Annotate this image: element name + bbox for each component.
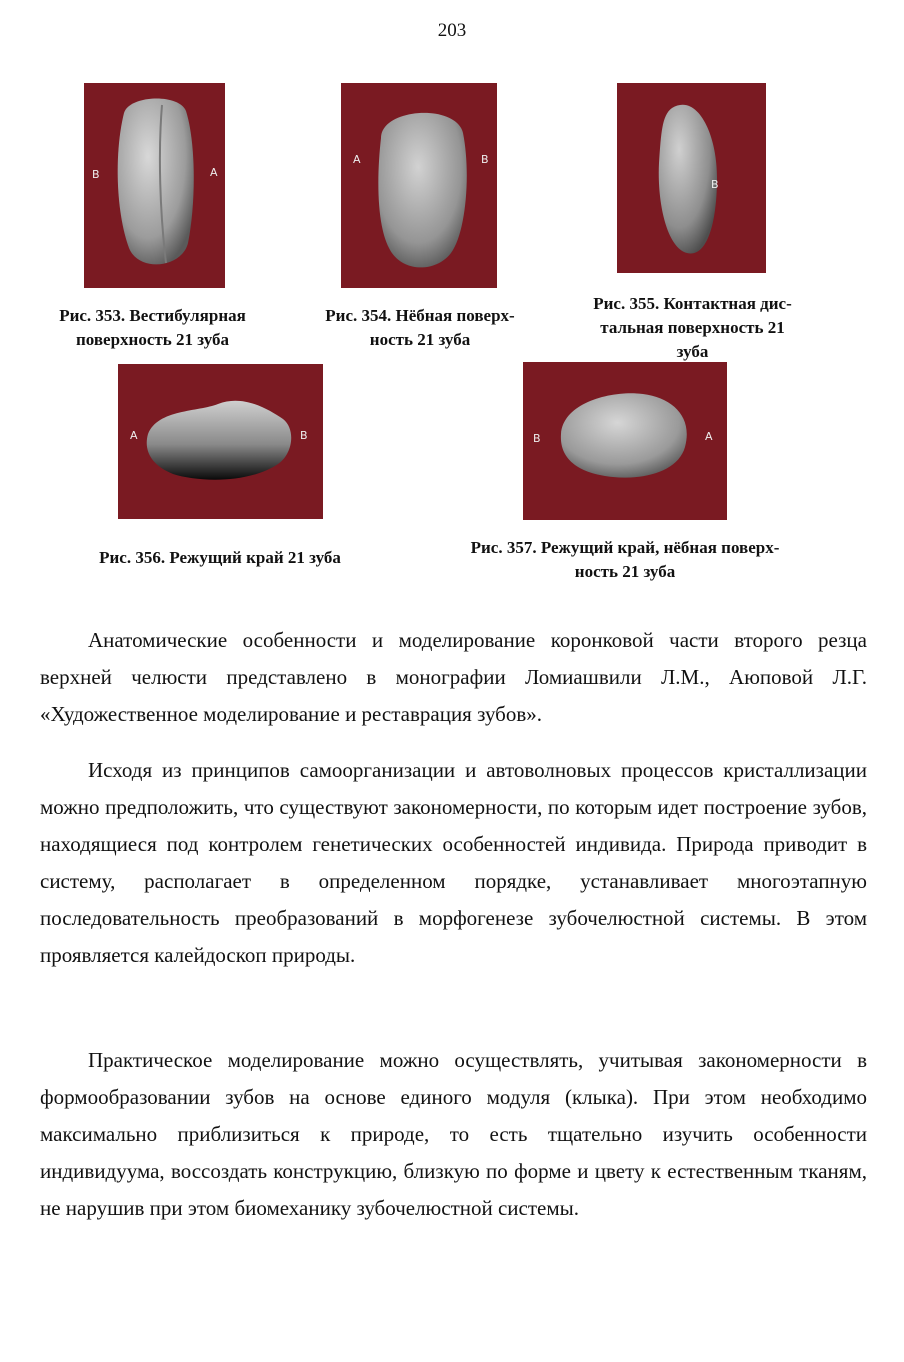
figure-355-image	[617, 83, 766, 273]
page-number: 203	[437, 20, 467, 41]
figure-354-caption: Рис. 354. Нёбная поверх- ность 21 зуба	[325, 306, 515, 349]
figure-353-image	[84, 83, 225, 288]
tooth-distal-icon	[617, 83, 766, 273]
figure-357-caption: Рис. 357. Режущий край, нёбная поверх- ность 21 зуба	[470, 538, 780, 581]
label-b: B	[92, 168, 100, 181]
paragraph-3: Практическое моделирование можно осуществлять, учитывая закономерности в формообразовании зубов на основе единого модуля (клыка). При этом необходимо максимально приблизиться к природе, то есть тщательно изучить особенности индивидуума, воссоздать конструкцию, близкую по форме и цвету к естественным тканям, не нарушив при этом биомеханику зубочелюстной системы.	[40, 1048, 867, 1220]
label-b: B	[711, 178, 719, 191]
label-a: A	[210, 166, 218, 179]
tooth-incisal-palatal-icon	[523, 362, 727, 520]
tooth-incisal-edge-icon	[118, 364, 323, 519]
figure-354-image	[341, 83, 497, 288]
label-b: B	[300, 429, 308, 442]
tooth-palatal-icon	[341, 83, 497, 288]
label-a: A	[130, 429, 138, 442]
figure-355-caption: Рис. 355. Контактная дис- тальная поверхность 21 зуба	[593, 294, 792, 361]
label-a: A	[353, 153, 361, 166]
label-b: B	[533, 432, 541, 445]
paragraph-2: Исходя из принципов самоорганизации и автоволновых процессов кристаллизации можно предположить, что существуют закономерности, по которым идет построение зубов, находящиеся под контролем генетических особенностей индивида. Природа приводит в систему, располагает в определенном порядке, устанавливает многоэтапную последовательность преобразований в морфогенезе зубочелюстной системы. В этом проявляется калейдоскоп природы.	[40, 758, 867, 967]
label-a: A	[705, 430, 713, 443]
tooth-vestibular-icon	[84, 83, 225, 288]
figure-356-image	[118, 364, 323, 519]
figure-357-image	[523, 362, 727, 520]
paragraph-1: Анатомические особенности и моделирование коронковой части второго резца верхней челюсти представлено в монографии Ломиашвили Л.М., Аюповой Л.Г. «Художественное моделирование и реставрация зубов».	[40, 628, 867, 726]
label-b: B	[481, 153, 489, 166]
figure-353-caption: Рис. 353. Вестибулярная поверхность 21 зуба	[59, 306, 246, 349]
figure-356-caption: Рис. 356. Режущий край 21 зуба	[99, 548, 341, 567]
